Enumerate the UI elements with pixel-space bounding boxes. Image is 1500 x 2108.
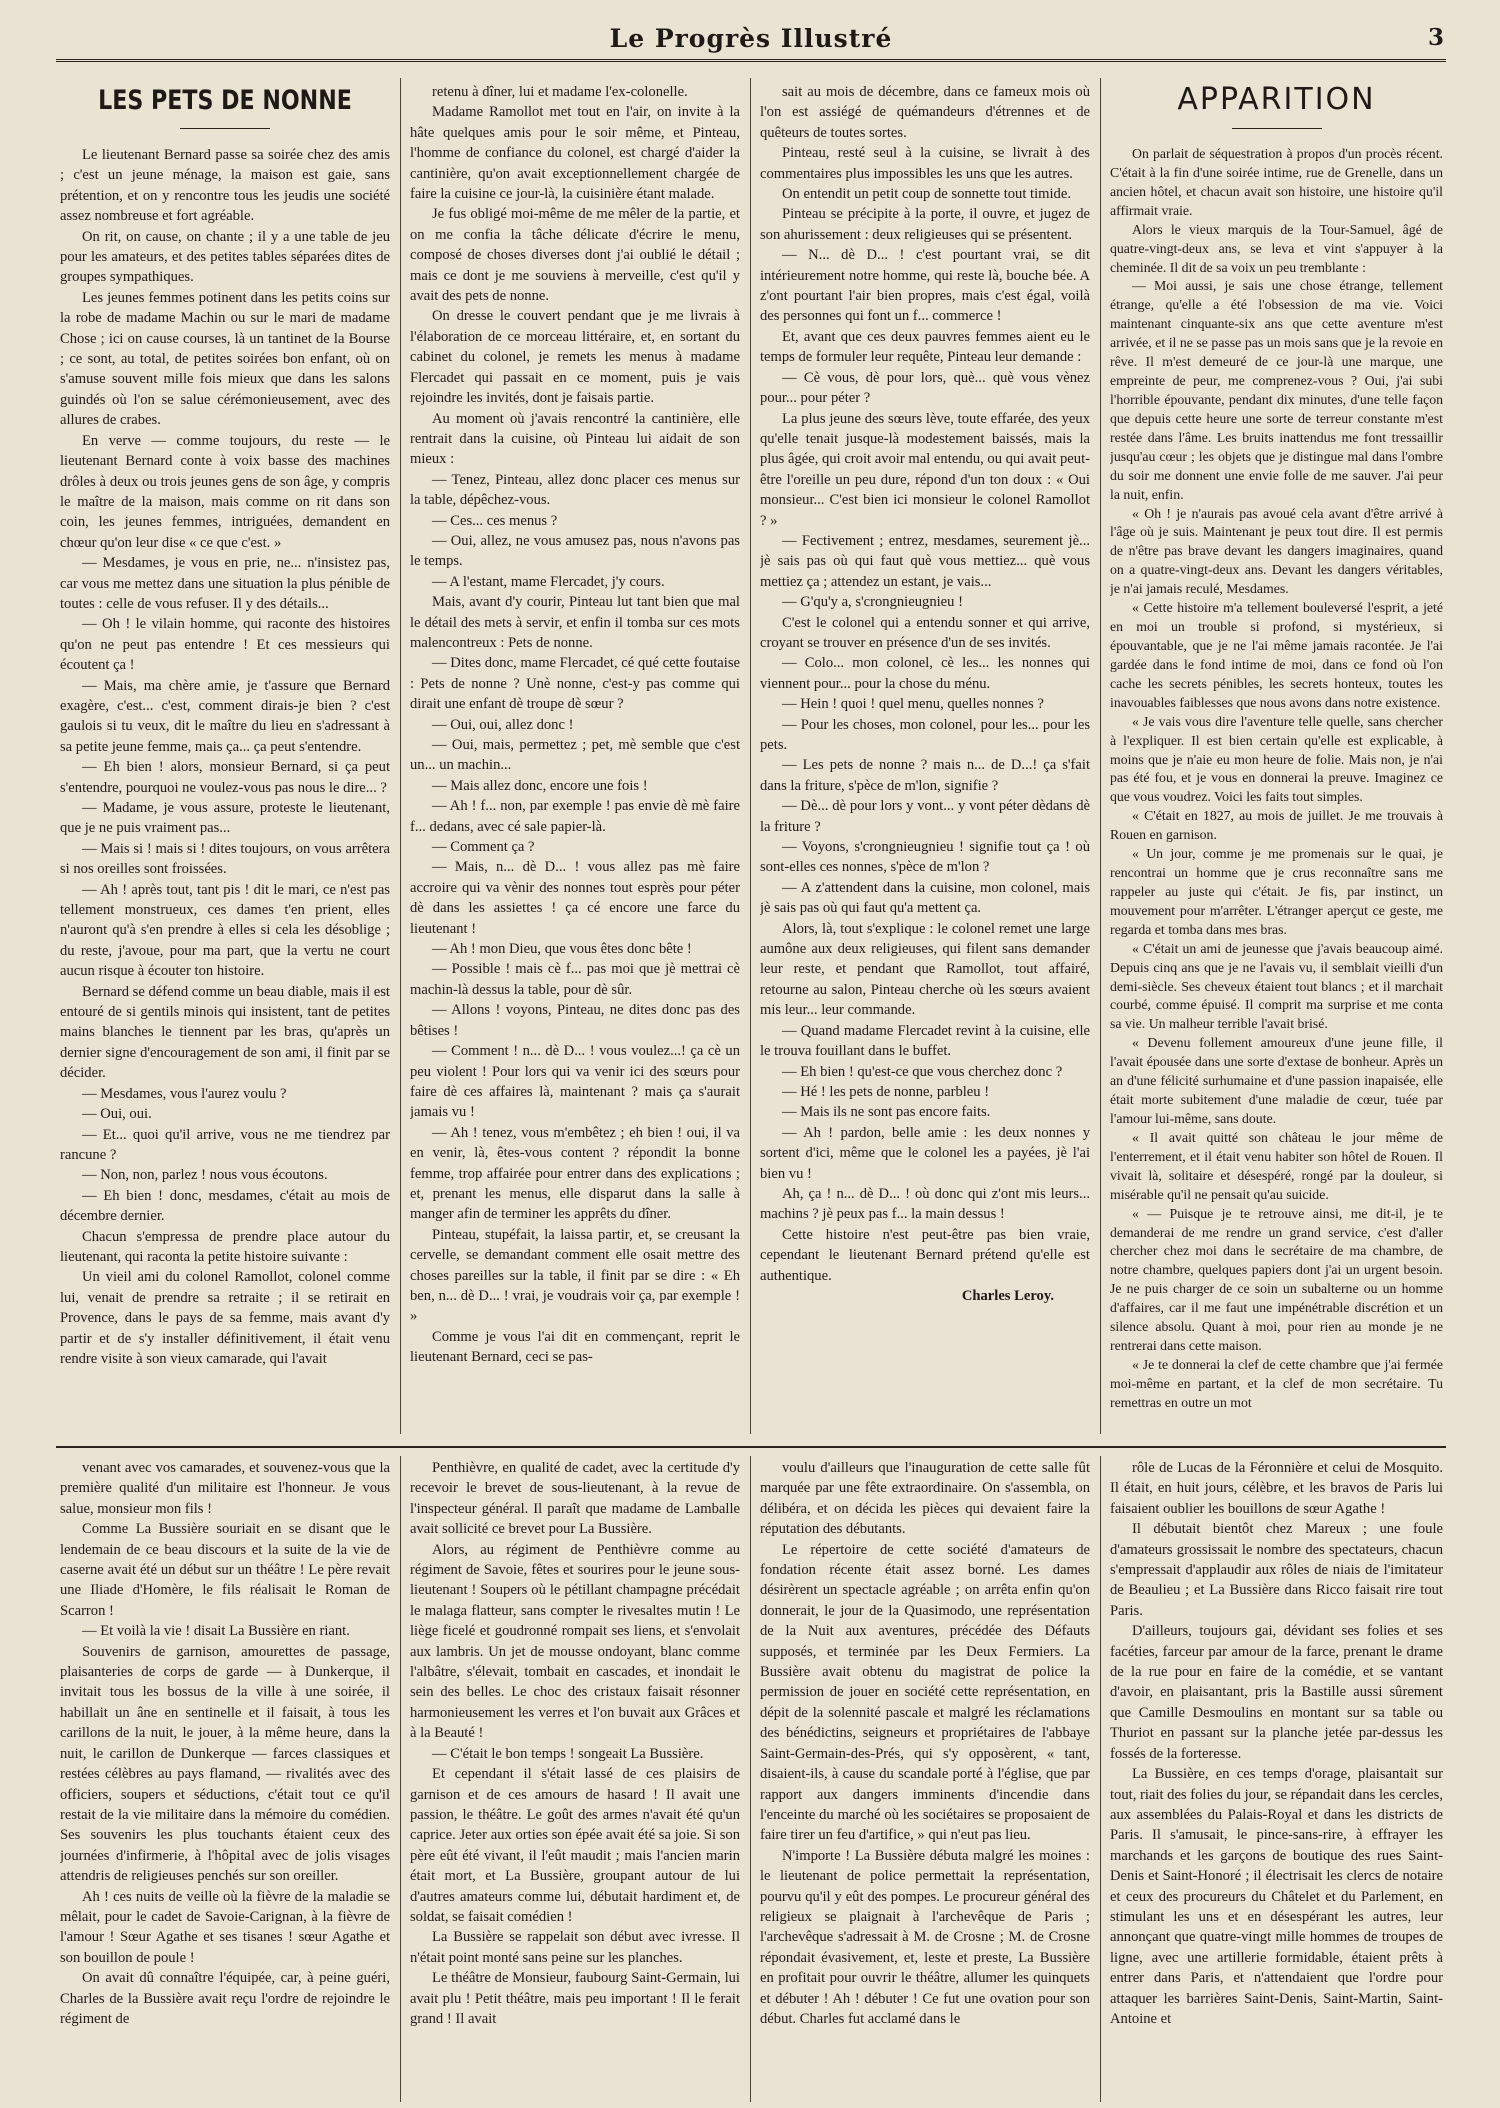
paragraph: On avait dû connaître l'équipée, car, à peine guéri, Charles de la Bussière avait reçu l'ordre de rejoindre le régiment de bbox=[60, 1970, 390, 2027]
story-text bbox=[410, 82, 740, 1368]
page-number: 3 bbox=[1427, 24, 1444, 51]
paragraph: voulu d'ailleurs que l'inauguration de cette salle fût marquée par une fête extraordinaire. On s'assembla, on délibéra, et on décida les pièces qui devaient faire la réputation des débutants. bbox=[760, 1460, 1090, 1538]
paragraph: C'est le colonel qui a entendu sonner et qui arrive, croyant se trouver en présence d'un de ses invités. bbox=[760, 614, 1090, 651]
paragraph: « Il avait quitté son château le jour même de l'enterrement, et il était venu habiter son hôtel de Rouen. Il vivait là, solitaire et désespéré, rongé par la douleur, si misérable qu'il ne pensait qu'au suicide. bbox=[1110, 1129, 1443, 1202]
paragraph: — C'était le bon temps ! songeait La Bussière. bbox=[432, 1745, 704, 1762]
paragraph: — Comment ! n... dè D... ! vous voulez...! ça cè un peu violent ! Pour lors qui va venir ici des sœurs pour faire dè ces affaires là, maintenant ? mais ça s'aurait jamais vu ! bbox=[410, 1043, 740, 1121]
paragraph: Pinteau, resté seul à la cuisine, se livrait à des commentaires plus impossibles les uns que les autres. bbox=[760, 145, 1090, 182]
paragraph: — Non, non, parlez ! nous vous écoutons. bbox=[82, 1167, 328, 1184]
column-divider bbox=[750, 78, 751, 1434]
paragraph: Les jeunes femmes potinent dans les petits coins sur la robe de madame Machin ou sur le mari de madame Chose ; ici on cause courses, là un tantinet de la Bourse ; ce sont, au total, de petites soirées bon enfant, où on s'amuse souvent mille fois mieux que dans les salons guindés où l'on se salue cérémonieusement, avec des allures de crabes. bbox=[60, 289, 390, 429]
paragraph: Je fus obligé moi-même de me mêler de la partie, et on me confia la tâche délicate d'écrire le menu, composé de choses diverses dont j'ai oublié le détail ; mais ce dont je me souviens à merveille, c'est qu'il y avait des pets de nonne. bbox=[410, 206, 740, 305]
paragraph: — Moi aussi, je sais une chose étrange, tellement étrange, qu'elle a été l'obsession de ma vie. Voici maintenant cinquante-six ans que cette aventure m'est arrivée, et il ne se passe pas un mois sans que je la revoie en rêve. Il m'est demeuré de ce jour-là une marque, une empreinte de peur, me comprenez-vous ? Oui, j'ai subi l'horrible épouvante, pendant dix minutes, d'une telle façon que depuis cette heure une sorte de terreur constante m'est restée dans l'âme. Les bruits inattendus me font tressaillir jusqu'au cœur ; les objets que je distingue mal dans l'ombre du soir me donnent une envie folle de me sauver. J'ai peur la nuit, enfin. bbox=[1110, 278, 1443, 502]
paragraph: « C'était en 1827, au mois de juillet. Je me trouvais à Rouen en garnison. bbox=[1110, 808, 1443, 843]
paragraph: — Voyons, s'crongnieugnieu ! signifie tout ça ! où sont-elles ces nonnes, s'pèce de m'lon ? bbox=[760, 839, 1090, 876]
paragraph: Cette histoire n'est peut-être pas bien vraie, cependant le lieutenant Bernard prétend qu'elle est authentique. bbox=[760, 1226, 1090, 1284]
column-3 bbox=[760, 82, 1090, 1434]
paragraph: La Bussière se rappelait son début avec ivresse. Il n'était point monté sans peine sur les planches. bbox=[410, 1929, 740, 1966]
paragraph: « Un jour, comme je me promenais sur le quai, je rencontrai un homme que je crus reconnaître sans me rappeler au juste qui c'était. Je fis, par instinct, un mouvement pour m'arrêter. L'étranger aperçut ce geste, me regarda et tomba dans mes bras. bbox=[1110, 846, 1443, 937]
paragraph: « Devenu follement amoureux d'une jeune fille, il l'avait épousée dans une sorte d'extase de bonheur. Après un an d'une félicité surhumaine et d'une passion inapaisée, elle était morte subitement d'une maladie de cœur, tuée par l'amour lui-même, sans doute. bbox=[1110, 1035, 1443, 1127]
paragraph: Un vieil ami du colonel Ramollot, colonel comme lui, venait de prendre sa retraite ; il se retirait en Provence, dans le pays de sa femme, mais avant d'y partir et de s'y installer définitivement, il était venu rendre visite à son vieux camarade, qui l'avait bbox=[60, 1269, 390, 1367]
paragraph: — Oui, oui. bbox=[82, 1106, 152, 1123]
column-6 bbox=[410, 1458, 740, 2102]
author-signature: Charles Leroy. bbox=[961, 1287, 1054, 1304]
paragraph: — Mesdames, je vous en prie, ne... n'insistez pas, car vous me mettez dans une situation la plus pénible de toutes : celle de vous refuser. Il y des détails... bbox=[60, 555, 390, 612]
column-8 bbox=[1110, 1458, 1443, 2102]
paragraph: Pinteau, stupéfait, la laissa partir, et, se creusant la cervelle, se demandant comment elle osait mettre des choses pareilles sur la table, il finit par se dire : « Eh ben, n... dè D... ! vrai, je voudrais voir ça, par exemple ! » bbox=[410, 1226, 740, 1325]
paragraph: Ah ! ces nuits de veille où la fièvre de la maladie se mêlait, pour le cadet de Savoie-Carignan, à la fièvre de l'amour ! Sœur Agathe et ses tisanes ! sœur Agathe et son bouillon de poule ! bbox=[60, 1888, 390, 1966]
paragraph: « — Puisque je te retrouve ainsi, me dit-il, je te demanderai de me rendre un grand service, c'est d'aller chercher chez moi dans le secrétaire de ma chambre, de notre chambre, quelques papiers dont j'ai un urgent besoin. Je ne puis charger de ce soin un subalterne ou un homme d'affaires, car il me faut une impénétrable discrétion et un silence absolu. Quant à moi, pour rien au monde je ne rentrerai dans cette maison. bbox=[1110, 1205, 1443, 1354]
newspaper-title: Le Progrès Illustré bbox=[609, 24, 893, 53]
paragraph: Pinteau se précipite à la porte, il ouvre, et jugez de son ahurissement : deux religieuses qui se présentent. bbox=[760, 206, 1090, 243]
paragraph: — Mais, ma chère amie, je t'assure que Bernard exagère, c'est... c'est, comment dirais-je bien ? c'est gaulois si tu veux, dit le maître du lieu en s'adressant à sa petite jeune femme, mais ça... ça peut s'entendre. bbox=[60, 677, 390, 755]
paragraph: — A z'attendent dans la cuisine, mon colonel, mais jè sais pas où qui faut qu'a mettent ça. bbox=[760, 879, 1090, 917]
paragraph: — Oui, allez, ne vous amusez pas, nous n'avons pas le temps. bbox=[410, 532, 740, 570]
paragraph: Chacun s'empressa de prendre place autour du lieutenant, qui raconta la petite histoire suivante : bbox=[60, 1228, 390, 1265]
paragraph: On dresse le couvert pendant que je me livrais à l'élaboration de ce morceau littéraire, et, en sortant du cabinet du colonel, je remets les menus à madame Flercadet qui passait en ce moment, puis je vais rejoindre les invités, dont je faisais partie. bbox=[410, 308, 740, 407]
paragraph: — Mais allez donc, encore une fois ! bbox=[432, 777, 648, 794]
paragraph: — Les pets de nonne ? mais n... de D...! ça s'fait dans la friture, s'pèce de m'lon, signifie ? bbox=[760, 757, 1090, 794]
paragraph: La plus jeune des sœurs lève, toute effarée, des yeux qu'elle tenait jusque-là modestement baissés, mais la plus âgée, qui croit avoir mal entendu, ou qui avait peut-être l'oreille un peu dure, répond d'un ton doux : « Oui monsieur... C'est bien ici monsieur le colonel Ramollot ? » bbox=[760, 410, 1090, 529]
column-7 bbox=[760, 1458, 1090, 2102]
paragraph: On parlait de séquestration à propos d'un procès récent. C'était à la fin d'une soirée intime, rue de Grenelle, dans un ancien hôtel, et chacun avait son histoire, une histoire qu'il affirmait vraie. bbox=[1110, 146, 1443, 218]
paragraph: — Mesdames, vous l'aurez voulu ? bbox=[82, 1085, 287, 1102]
paragraph: Souvenirs de garnison, amourettes de passage, plaisanteries de corps de garde — à Dunkerque, il invitait tous les bossus de la ville à une soirée, il habillait un âne en sentinelle et il faisait, à tous les carillons de la nuit, le jouer, à la même heure, dans la nuit, le carillon de Dunkerque — farces classiques et restées célèbres au pays flamand, — rivalités avec des officiers, soupers et séductions, c'était tout ce qu'il restait de la vie militaire dans la mémoire du comédien. Ses souvenirs les plus touchants étaient ceux des journées d'infirmerie, à l'hôpital avec de jolis visages attendris de religieuses penchés sur son oreiller. bbox=[60, 1643, 390, 1885]
paragraph: retenu à dîner, lui et madame l'ex-colonelle. bbox=[432, 84, 688, 100]
paragraph: Le répertoire de cette société d'amateurs de fondation récente était assez borné. Les dames désirèrent un spectacle agréable ; on arrêta enfin qu'on donnerait, le jour de la Quasimodo, une représentation de la Nuit aux aventures, précédée des Défauts supposés, et terminée par les Deux Fermiers. La Bussière avait obtenu du magistrat de police la permission de jouer en société cette représentation, en dépit de la solennité pascale et malgré les réclamations des bénédictins, seigneurs et propriétaires de l'abbaye Saint-Germain-des-Prés, qui s'y opposèrent, « tant, disaient-ils, à cause du scandale porté à l'église, que par rapport aux dangers imminents d'incendie dans l'enceinte du marché où les sociétaires se proposaient de faire tirer un feu d'artifice, » qui n'eut pas lieu. bbox=[760, 1541, 1090, 1844]
paragraph: Le théâtre de Monsieur, faubourg Saint-Germain, lui avait plu ! Petit théâtre, mais peu important ! Il le ferait grand ! Il avait bbox=[410, 1970, 740, 2027]
paragraph: Penthièvre, en qualité de cadet, avec la certitude d'y recevoir le brevet de sous-lieutenant, à la revue de l'inspecteur général. Il paraît que madame de Lamballe avait sollicité ce brevet pour La Bussière. bbox=[410, 1460, 740, 1538]
paragraph: sait au mois de décembre, dans ce fameux mois où l'on est assiégé de quémandeurs d'étrennes et de quêteurs de toutes sortes. bbox=[760, 84, 1090, 141]
paragraph: — Ces... ces menus ? bbox=[432, 512, 558, 529]
paragraph: Comme La Bussière souriait en se disant que le lendemain de ce beau discours et la suite de la vie de caserne avait été un début sur un théâtre ! Le père revait une Iliade d'Homère, le fils réalisait le Roman de Scarron ! bbox=[60, 1521, 390, 1619]
paragraph: — Oui, oui, allez donc ! bbox=[432, 716, 574, 733]
paragraph: On entendit un petit coup de sonnette tout timide. bbox=[782, 186, 1071, 203]
paragraph: — Allons ! voyons, Pinteau, ne dites donc pas des bêtises ! bbox=[410, 1002, 740, 1039]
column-5 bbox=[60, 1458, 390, 2102]
masthead bbox=[56, 22, 1446, 62]
paragraph: Madame Ramollot met tout en l'air, on invite à la hâte quelques amis pour le soir même, et Pinteau, l'homme de confiance du colonel, est chargé d'aider la cantinière, qu'on avait exceptionnellement chargée de faire la cuisine ce jour-là, la cuisinière étant malade. bbox=[410, 104, 740, 203]
paragraph: « C'était un ami de jeunesse que j'avais beaucoup aimé. Depuis cinq ans que je ne l'avais vu, il semblait vieilli d'un demi-siècle. Ses cheveux étaient tout blancs ; et il marchait courbé, comme épuisé. Il comprit ma surprise et me conta sa vie. Un malheur terrible l'avait brisé. bbox=[1110, 940, 1443, 1032]
title-rule bbox=[1232, 128, 1322, 129]
paragraph: D'ailleurs, toujours gai, dévidant ses folies et ses facéties, farceur par amour de la farce, prenant le drame de la rue pour en faire de la comédie, et se vantant d'avoir, en plaisantant, pris la Bastille aussi sûrement que Camille Desmoulins en montant sur sa table ou Thuriot en passant sur la planche jetée par-dessus les fossés de la forteresse. bbox=[1110, 1623, 1443, 1762]
story-text bbox=[60, 145, 390, 1369]
paragraph: — Madame, je vous assure, proteste le lieutenant, que je ne puis vraiment pas... bbox=[60, 800, 390, 837]
paragraph: — Mais, n... dè D... ! vous allez pas mè faire accroire qui va vènir des nonnes tout esprès pour péter dè dans les assiettes ! ça cé encore une farce du lieutenant ! bbox=[410, 859, 740, 937]
paragraph: Et cependant il s'était lassé de ces plaisirs de garnison et de ces amours de hasard ! Il avait une passion, le théâtre. Le goût des armes n'avait été qu'un caprice. Jeter aux orties son épée avait été sa joie. Si son père eût été vivant, il l'eût maudit ; mais l'ancien marin était mort, et La Bussière, groupant autour de lui d'autres amateurs comme lui, débutait hardiment et, de soldat, se faisait comédien ! bbox=[410, 1766, 740, 1925]
paragraph: Alors, au régiment de Penthièvre comme au régiment de Savoie, fêtes et sourires pour le jeune sous-lieutenant ! Soupers où le pétillant champagne précédait le malaga flatteur, sans compter le rivesaltes mutin ! Le liège ficelé et goudronné rompait ses liens, et s'envolait aux lambris. Un jet de mousse ondoyant, blanc comme l'albâtre, s'élevait, tombait en cascades, et inondait le sein des belles. Le choc des cristaux faisait résonner harmonieusement les verres et l'on buvait aux Grâces et à la Beauté ! bbox=[410, 1541, 740, 1742]
paragraph: — Cè vous, dè pour lors, què... què vous vènez pour... pour péter ? bbox=[760, 369, 1090, 407]
story-text bbox=[410, 1458, 740, 2029]
paragraph: « Oh ! je n'aurais pas avoué cela avant d'être arrivé à l'âge où je suis. Maintenant je peux tout dire. Il est permis de n'être pas brave devant les dangers imaginaires, quand on a quatre-vingt-deux ans. Devant les dangers véritables, je n'ai jamais reculé, Mesdames. bbox=[1110, 505, 1443, 597]
paragraph: « Je te donnerai la clef de cette chambre que j'ai fermée moi-même en partant, et la clef de mon secrétaire. Tu remettras en outre un mot bbox=[1110, 1357, 1443, 1410]
story-title-pets-de-nonne: LES PETS DE NONNE bbox=[98, 85, 352, 116]
paragraph: En verve — comme toujours, du reste — le lieutenant Bernard conte à voix basse des machines drôles à deux ou trois jeunes gens de son âge, y compris le maître de la maison, mais comme on rit dans son coin, les jeunes femmes, intriguées, demandent en chœur qu'on leur dise « ce que c'est. » bbox=[60, 432, 390, 551]
paragraph: — N... dè D... ! c'est pourtant vrai, se dit intérieurement notre homme, qui reste là, bouche bée. A z'ont pourtant l'air bien propres, mais c'est égal, voilà des personnes qui font un f... commerce ! bbox=[760, 247, 1090, 325]
paragraph: — Comment ça ? bbox=[432, 839, 535, 856]
paragraph: venant avec vos camarades, et souvenez-vous que la première qualité d'un militaire est l'honneur. Je vous salue, monsieur mon fils ! bbox=[60, 1460, 390, 1517]
paragraph: Au moment où j'avais rencontré la cantinière, elle rentrait dans la cuisine, où Pinteau lui aidait de son mieux : bbox=[410, 410, 740, 468]
section-divider bbox=[56, 1446, 1446, 1448]
paragraph: Alors, là, tout s'explique : le colonel remet une large aumône aux deux religieuses, qui filent sans demander leur reste, et pendant que Ramollot, tout affairé, retourne au salon, Pinteau cherche où les sœurs avaient mis leur... leur commande. bbox=[760, 920, 1090, 1019]
paragraph: — Dè... dè pour lors y vont... y vont péter dèdans dè la friture ? bbox=[760, 798, 1090, 835]
paragraph: — Mais si ! mais si ! dites toujours, on vous arrêtera si nos oreilles sont froissées. bbox=[60, 840, 390, 878]
paragraph: Bernard se défend comme un beau diable, mais il est entouré de si gentils minois qui insistent, tant de petites mains blanches le tiennent par les bras, qu'après un dernier signe d'encouragement de son ami, il finit par se décider. bbox=[60, 983, 390, 1082]
paragraph: — Ah ! pardon, belle amie : les deux nonnes y sortent d'ici, même que le colonel les a payées, jè l'ai bien vu ! bbox=[760, 1124, 1090, 1182]
paragraph: rôle de Lucas de la Féronnière et celui de Mosquito. Il était, en huit jours, célèbre, et les bravos de Paris lui faisaient oublier les bouillons de sœur Agathe ! bbox=[1110, 1460, 1443, 1517]
paragraph: La Bussière, en ces temps d'orage, plaisantait sur tout, riait des folies du jour, se répandait dans les cercles, aux assemblées du Palais-Royal et dans les districts de Paris. Il s'amusait, le pince-sans-rire, à effrayer les marchands et les garçons de boutique des rues Saint-Denis et Saint-Honoré ; il électrisait les clercs de notaire et ceux des procureurs du Châtelet et du Parlement, en stimulant les uns et en désespérant les autres, leur annonçant que quatre-vingt mille hommes de troupes de ligne, avec une artillerie formidable, étaient prêts à entrer dans Paris, et n'attendaient que l'ordre pour attaquer les barrières Saint-Denis, Saint-Martin, Saint-Antoine et bbox=[1110, 1766, 1443, 2027]
paragraph: Comme je vous l'ai dit en commençant, reprit le lieutenant Bernard, ceci se pas- bbox=[410, 1328, 740, 1366]
paragraph: — Ah ! f... non, par exemple ! pas envie dè mè faire f... dedans, avec cé sale papier-là. bbox=[410, 798, 740, 835]
column-1 bbox=[60, 78, 390, 1434]
paragraph: — Hein ! quoi ! quel menu, quelles nonnes ? bbox=[782, 696, 1044, 713]
paragraph: — Fectivement ; entrez, mesdames, seurement jè... jè sais pas où qui faut què vous mettiez... què vous mettiez ça ; attendez un estant, je vais... bbox=[760, 532, 1090, 590]
column-2 bbox=[410, 82, 740, 1434]
story-text bbox=[1110, 1458, 1443, 2029]
story-text bbox=[60, 1458, 390, 2029]
paragraph: — Eh bien ! alors, monsieur Bernard, si ça peut s'entendre, pourquoi ne voulez-vous pas nous le dire... ? bbox=[60, 759, 390, 796]
column-divider bbox=[400, 1456, 401, 2102]
paragraph: — Possible ! mais cè f... pas moi que jè mettrai cè machin-là dessus la table, pour dè sûr. bbox=[410, 961, 740, 998]
story-title-apparition: APPARITION bbox=[1177, 82, 1376, 117]
column-4 bbox=[1110, 78, 1443, 1434]
column-divider bbox=[1100, 1456, 1101, 2102]
paragraph: — A l'estant, mame Flercadet, j'y cours. bbox=[432, 573, 665, 590]
paragraph: — Eh bien ! qu'est-ce que vous cherchez donc ? bbox=[782, 1063, 1063, 1080]
paragraph: Le lieutenant Bernard passe sa soirée chez des amis ; c'est un jeune ménage, la maison est gaie, sans prétention, et on y rencontre tous les jeudis une société assez nombreuse et fort agréable. bbox=[60, 147, 390, 225]
paragraph: — Oui, mais, permettez ; pet, mè semble que c'est un... un machin... bbox=[410, 737, 740, 774]
paragraph: — Hé ! les pets de nonne, parbleu ! bbox=[782, 1083, 990, 1100]
story-text bbox=[1110, 145, 1443, 1413]
paragraph: — Dites donc, mame Flercadet, cé qué cette foutaise : Pets de nonne ? Unè nonne, c'est-y pas comme qui dirait une enfant dè troupe dè sœur ? bbox=[410, 655, 740, 713]
paragraph: — Et... quoi qu'il arrive, vous ne me tiendrez par rancune ? bbox=[60, 1126, 390, 1163]
paragraph: « Cette histoire m'a tellement bouleversé l'esprit, a jeté en moi un trouble si profond, si mystérieux, si épouvantable, que je ne l'ai même jamais racontée. Je l'ai gardée dans le fond intime de moi, dans ce fond où l'on cache les secrets pénibles, les secrets honteux, toutes les inavouables faiblesses que nous avons dans notre existence. bbox=[1110, 600, 1443, 710]
paragraph: — Colo... mon colonel, cè les... les nonnes qui viennent pour... pour la chose du ménu. bbox=[760, 655, 1090, 692]
paragraph: Alors le vieux marquis de la Tour-Samuel, âgé de quatre-vingt-deux ans, se leva et vint s'appuyer à la cheminée. Il dit de sa voix un peu tremblante : bbox=[1110, 221, 1443, 275]
column-divider bbox=[750, 1456, 751, 2102]
paragraph: — Tenez, Pinteau, allez donc placer ces menus sur la table, dépêchez-vous. bbox=[410, 471, 740, 509]
paragraph: — Pour les choses, mon colonel, pour les... pour les pets. bbox=[760, 716, 1090, 753]
paragraph: Mais, avant d'y courir, Pinteau lut tant bien que mal le détail des mets à servir, et enfin il tomba sur ces mots malencontreux : Pets de nonne. bbox=[410, 594, 740, 651]
title-rule bbox=[180, 128, 270, 129]
paragraph: On rit, on cause, on chante ; il y a une table de jeu pour les amateurs, et des petites tables séparées dites de groupes sympathiques. bbox=[60, 228, 390, 286]
paragraph: « Je vais vous dire l'aventure telle quelle, sans chercher à l'expliquer. Il est bien certain qu'elle est explicable, à moins que je n'aie eu mon heure de folie. Mais non, je n'ai pas été fou, et je vous en donnerai la preuve. Imaginez ce que vous voudrez. Voici les faits tout simples. bbox=[1110, 713, 1443, 805]
paragraph: Et, avant que ces deux pauvres femmes aient eu le temps de formuler leur requête, Pinteau leur demande : bbox=[760, 328, 1090, 366]
paragraph: — G'qu'y a, s'crongnieugnieu ! bbox=[782, 594, 963, 611]
paragraph: — Et voilà la vie ! disait La Bussière en riant. bbox=[82, 1623, 350, 1640]
column-divider bbox=[400, 78, 401, 1434]
paragraph: Il débutait bientôt chez Mareux ; une foule d'amateurs grossissait le nombre des spectateurs, chacun s'empressait d'applaudir aux rôles de niais de l'imitateur de Beaulieu ; et La Bussière dans Ricco faisait rire tout Paris. bbox=[1110, 1521, 1443, 1619]
story-text bbox=[760, 82, 1090, 1286]
paragraph: Ah, ça ! n... dè D... ! où donc qui z'ont mis leurs... machins ? jè peux pas f... la main dessus ! bbox=[760, 1185, 1090, 1223]
story-text bbox=[760, 1458, 1090, 2029]
paragraph: — Eh bien ! donc, mesdames, c'était au mois de décembre dernier. bbox=[60, 1187, 390, 1225]
paragraph: — Quand madame Flercadet revint à la cuisine, elle le trouva fouillant dans le buffet. bbox=[760, 1022, 1090, 1060]
paragraph: N'importe ! La Bussière débuta malgré les moines : le lieutenant de police permettait la représentation, pourvu qu'il y eût des pompes. Le procureur général des religieux se plaignait à l'archevêque de Paris ; l'archevêque s'adressait à M. de Crosne ; M. de Crosne répondait évasivement, et, leste et preste, La Bussière en profitait pour ouvrir le théâtre, allumer les quinquets et débuter ! Ah ! débuter ! Ce fut une ovation pour son début. Charles fut acclamé dans le bbox=[760, 1847, 1090, 2027]
column-divider bbox=[1100, 78, 1101, 1434]
paragraph: — Mais ils ne sont pas encore faits. bbox=[782, 1104, 991, 1121]
paragraph: — Ah ! après tout, tant pis ! dit le mari, ce n'est pas tellement monstrueux, ces dames t'en prient, elles n'auront qu'à s'en prendre à elles si cela les désoblige ; du reste, j'avoue, pour ma part, que la vertu ne court aucun risque à écouter ton histoire. bbox=[60, 881, 390, 980]
paragraph: — Ah ! tenez, vous m'embêtez ; eh bien ! oui, il va en venir, là, êtes-vous content ? répondit la bonne femme, trop affairée pour entrer dans des explications ; et, prenant les menus, elle disparut dans la salle à manger afin de terminer les apprêts du dîner. bbox=[410, 1124, 740, 1223]
paragraph: — Ah ! mon Dieu, que vous êtes donc bête ! bbox=[432, 941, 692, 958]
paragraph: — Oh ! le vilain homme, qui raconte des histoires qu'on ne peut pas entendre ! Et ces messieurs qui écoutent ça ! bbox=[60, 616, 390, 674]
